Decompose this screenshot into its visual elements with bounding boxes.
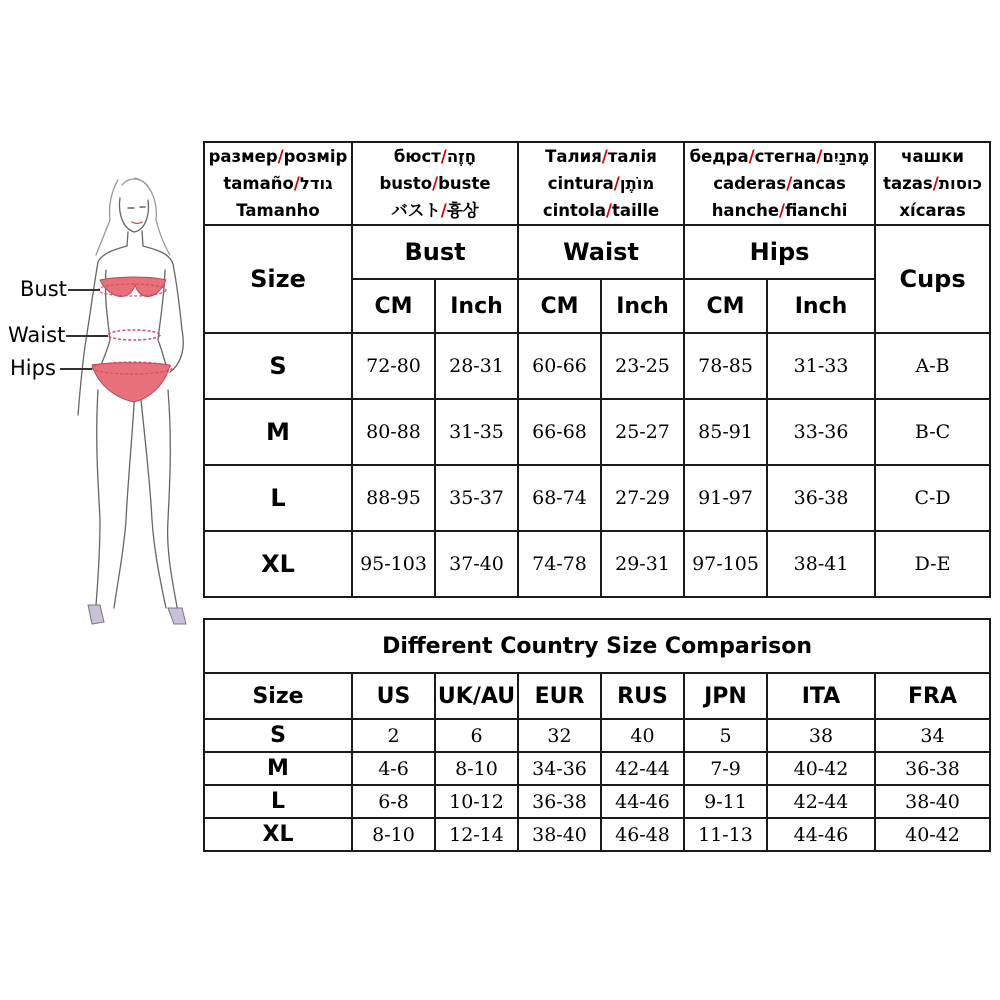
jpn-cell: 11-13 (684, 818, 767, 851)
jpn-cell: 7-9 (684, 752, 767, 785)
us-column-header: US (352, 673, 435, 719)
hips-inch-cell: 31-33 (767, 333, 875, 399)
eur-column-header: EUR (518, 673, 601, 719)
fra-column-header: FRA (875, 673, 990, 719)
translation-text: busto (379, 174, 433, 193)
waist-label: Waist (8, 323, 66, 347)
waist-cm-cell: 66-68 (518, 399, 601, 465)
waist-cm-cell: 68-74 (518, 465, 601, 531)
translation-text: tamaño (223, 174, 294, 193)
hips-inch-header: Inch (767, 279, 875, 333)
group-header-row (204, 225, 990, 279)
comparison-title: Different Country Size Comparison (204, 619, 990, 673)
eur-cell: 36-38 (518, 785, 601, 818)
translation-text: 흉상 (446, 201, 479, 220)
translation-text: כוסות (938, 174, 982, 193)
translation-text: cintura (547, 174, 614, 193)
body-measurement-figure (0, 150, 205, 650)
table-row (204, 465, 990, 531)
separator-slash: / (440, 147, 447, 166)
bust-multilang-header (352, 142, 518, 225)
waist-inch-cell: 27-29 (601, 465, 684, 531)
table-row (204, 752, 990, 785)
table-row (204, 531, 990, 597)
hips-inch-cell: 38-41 (767, 531, 875, 597)
table-row (204, 785, 990, 818)
translation-text: размер (208, 147, 278, 166)
language-header-row (204, 142, 990, 225)
separator-slash: / (748, 147, 755, 166)
translation-text: バスト (391, 201, 441, 220)
translation-text: caderas (713, 174, 787, 193)
ita-cell: 38 (767, 719, 875, 752)
separator-slash: / (293, 174, 300, 193)
size-column-header: Size (204, 225, 352, 333)
bust-inch-cell: 37-40 (435, 531, 518, 597)
hips-cm-cell: 91-97 (684, 465, 767, 531)
bust-inch-cell: 28-31 (435, 333, 518, 399)
cups-cell: B-C (875, 399, 990, 465)
size-column-header: Size (204, 673, 352, 719)
hips-inch-cell: 33-36 (767, 399, 875, 465)
eur-cell: 38-40 (518, 818, 601, 851)
translation-text: талія (607, 147, 657, 166)
translation-text: чашки (901, 147, 964, 166)
jpn-column-header: JPN (684, 673, 767, 719)
translation-text: fianchi (785, 201, 848, 220)
us-cell: 4-6 (352, 752, 435, 785)
fra-cell: 40-42 (875, 818, 990, 851)
separator-slash: / (606, 201, 613, 220)
translation-text: מָתנַיִם (822, 147, 870, 166)
fra-cell: 36-38 (875, 752, 990, 785)
woman-sketch-illustration (0, 150, 205, 650)
bust-label: Bust (20, 277, 67, 301)
rus-cell: 46-48 (601, 818, 684, 851)
translation-text: Талия (545, 147, 602, 166)
bust-cm-cell: 72-80 (352, 333, 435, 399)
waist-cm-cell: 74-78 (518, 531, 601, 597)
translation-text: hanche (711, 201, 780, 220)
translation-text: xícaras (899, 201, 966, 220)
ita-column-header: ITA (767, 673, 875, 719)
waist-group-header: Waist (518, 225, 684, 279)
bust-inch-cell: 31-35 (435, 399, 518, 465)
ita-cell: 40-42 (767, 752, 875, 785)
translation-text: Tamanho (236, 201, 320, 220)
ita-cell: 42-44 (767, 785, 875, 818)
hips-multilang-header (684, 142, 875, 225)
uk-au-column-header: UK/AU (435, 673, 518, 719)
waist-inch-cell: 29-31 (601, 531, 684, 597)
bust-cm-cell: 88-95 (352, 465, 435, 531)
ita-cell: 44-46 (767, 818, 875, 851)
bust-inch-header: Inch (435, 279, 518, 333)
separator-slash: / (277, 147, 284, 166)
uk-au-cell: 6 (435, 719, 518, 752)
translation-text: стегна (754, 147, 817, 166)
waist-pointer-line (66, 335, 108, 337)
translation-text: розмір (283, 147, 348, 166)
title-row (204, 619, 990, 673)
translation-text: бюст (393, 147, 441, 166)
size-cell: M (204, 399, 352, 465)
hips-inch-cell: 36-38 (767, 465, 875, 531)
table-row (204, 399, 990, 465)
eur-cell: 34-36 (518, 752, 601, 785)
table-row (204, 719, 990, 752)
waist-cm-cell: 60-66 (518, 333, 601, 399)
hips-cm-cell: 97-105 (684, 531, 767, 597)
bust-cm-cell: 95-103 (352, 531, 435, 597)
jpn-cell: 5 (684, 719, 767, 752)
bust-group-header: Bust (352, 225, 518, 279)
translation-text: cintola (542, 201, 607, 220)
waist-inch-cell: 23-25 (601, 333, 684, 399)
uk-au-cell: 12-14 (435, 818, 518, 851)
cups-cell: D-E (875, 531, 990, 597)
hips-cm-cell: 85-91 (684, 399, 767, 465)
hips-group-header: Hips (684, 225, 875, 279)
size-measurement-table (203, 141, 991, 598)
separator-slash: / (613, 174, 620, 193)
separator-slash: / (932, 174, 939, 193)
size-cell: S (204, 333, 352, 399)
rus-cell: 42-44 (601, 752, 684, 785)
rus-cell: 44-46 (601, 785, 684, 818)
table-row (204, 333, 990, 399)
bust-pointer-line (68, 289, 100, 291)
waist-inch-header: Inch (601, 279, 684, 333)
separator-slash: / (440, 201, 447, 220)
translation-text: גודל (299, 174, 333, 193)
cups-cell: C-D (875, 465, 990, 531)
separator-slash: / (779, 201, 786, 220)
rus-column-header: RUS (601, 673, 684, 719)
bust-cm-header: CM (352, 279, 435, 333)
eur-cell: 32 (518, 719, 601, 752)
fra-cell: 38-40 (875, 785, 990, 818)
cups-cell: A-B (875, 333, 990, 399)
hips-pointer-line (60, 368, 92, 370)
us-cell: 2 (352, 719, 435, 752)
country-size-comparison-table (203, 618, 991, 852)
size-cell: M (204, 752, 352, 785)
translation-text: taille (612, 201, 660, 220)
waist-cm-header: CM (518, 279, 601, 333)
fra-cell: 34 (875, 719, 990, 752)
hips-cm-header: CM (684, 279, 767, 333)
cups-multilang-header (875, 142, 990, 225)
table-row (204, 818, 990, 851)
uk-au-cell: 8-10 (435, 752, 518, 785)
size-multilang-header (204, 142, 352, 225)
size-cell: XL (204, 531, 352, 597)
separator-slash: / (816, 147, 823, 166)
hips-label: Hips (10, 356, 56, 380)
us-cell: 8-10 (352, 818, 435, 851)
uk-au-cell: 10-12 (435, 785, 518, 818)
jpn-cell: 9-11 (684, 785, 767, 818)
size-cell: S (204, 719, 352, 752)
waist-inch-cell: 25-27 (601, 399, 684, 465)
cups-column-header: Cups (875, 225, 990, 333)
waist-multilang-header (518, 142, 684, 225)
rus-cell: 40 (601, 719, 684, 752)
translation-text: ancas (792, 174, 846, 193)
size-cell: XL (204, 818, 352, 851)
separator-slash: / (432, 174, 439, 193)
separator-slash: / (786, 174, 793, 193)
translation-text: מוֹתֶן (619, 174, 655, 193)
separator-slash: / (601, 147, 608, 166)
us-cell: 6-8 (352, 785, 435, 818)
column-header-row (204, 673, 990, 719)
translation-text: бедра (689, 147, 749, 166)
translation-text: buste (438, 174, 491, 193)
size-cell: L (204, 465, 352, 531)
hips-cm-cell: 78-85 (684, 333, 767, 399)
bust-cm-cell: 80-88 (352, 399, 435, 465)
size-cell: L (204, 785, 352, 818)
bust-inch-cell: 35-37 (435, 465, 518, 531)
translation-text: חָזֶה (446, 147, 477, 166)
translation-text: tazas (883, 174, 933, 193)
